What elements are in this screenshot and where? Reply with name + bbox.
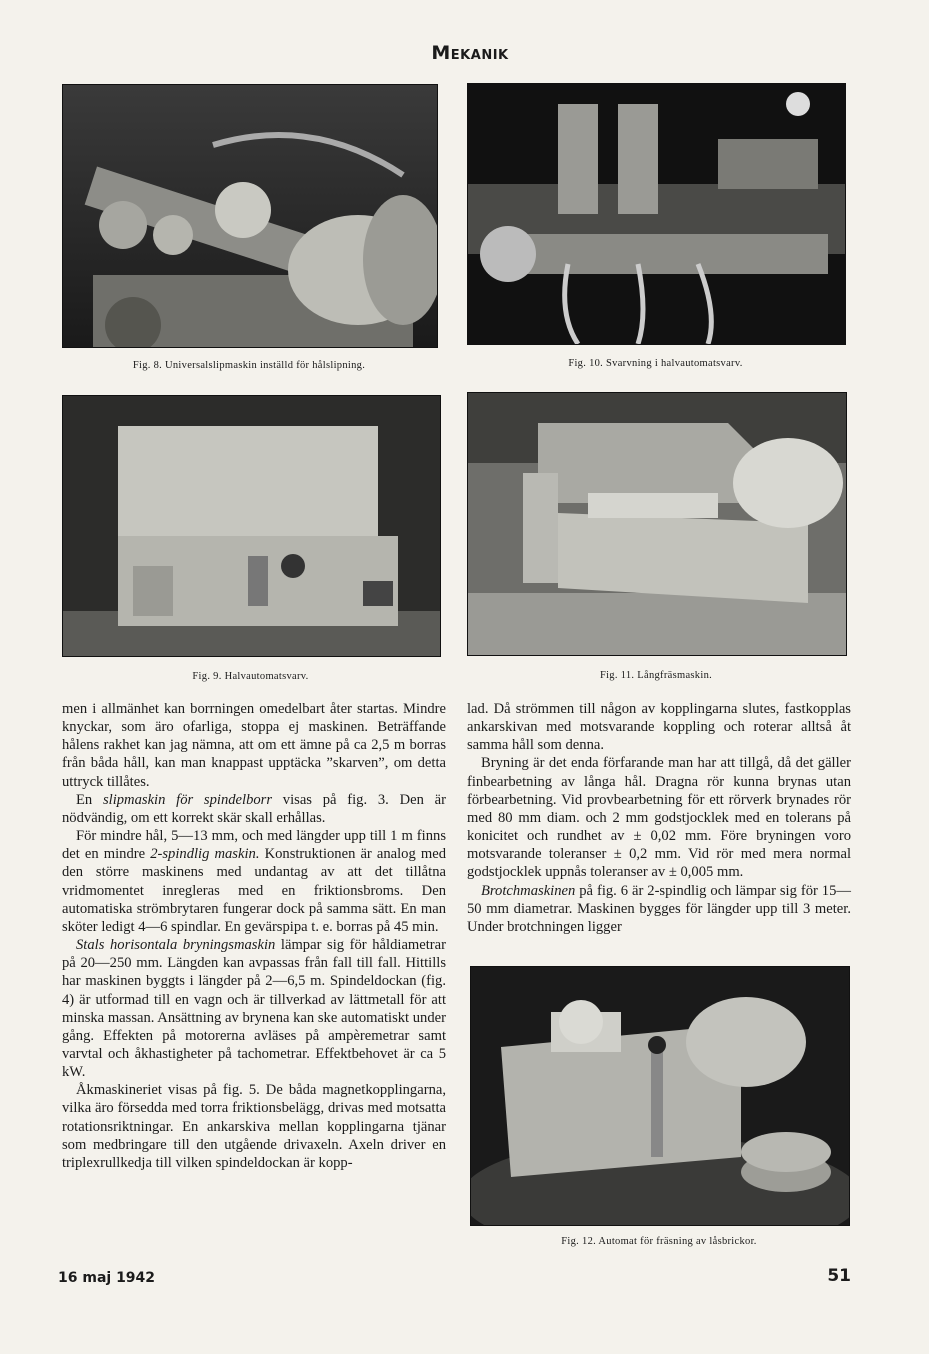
page-number: 51	[827, 1266, 851, 1286]
left-p3-italic: 2-spindlig maskin.	[150, 846, 260, 863]
left-p2-lead: En	[76, 791, 103, 808]
figure-10-caption: Fig. 10. Svarvning i halvautomatsvarv.	[568, 358, 743, 369]
left-paragraph-4	[62, 936, 446, 1081]
figure-11-photo	[467, 392, 847, 656]
figure-12-photo	[470, 966, 850, 1226]
left-column-text	[62, 700, 446, 1172]
figure-9-caption: Fig. 9. Halvautomatsvarv.	[192, 671, 309, 682]
left-paragraph-5: Åkmaskineriet visas på fig. 5. De båda magnetkopplingarna, vilka äro försedda med torra friktionsbelägg, drivas med motsatta rotationsriktningar. En ankarskiva mellan kopplingarna tjänar som medbringare till den utgående drivaxeln. Axeln driver en triplexrullkedja till vilken spindeldockan är kopp-	[62, 1082, 446, 1171]
right-paragraph-3	[467, 882, 851, 936]
figure-11-caption: Fig. 11. Långfräsmaskin.	[599, 670, 713, 681]
right-paragraph-2: Bryning är det enda förfarande man har att tillgå, då det gäller finbearbetning av långa hål. Dragna rör kunna brynas utan förbearbetning. Vid provbearbetning för ett rörverk brynades rör med 80 mm diam. och 2 mm godstjocklek med en tolerans på konicitet och rundhet av ± 0,02 mm. Före bryningen voro motsvarande toleranser ± 0,2 mm. Vid rör med mera normal godstjocklek uppnås toleranser av ± 0,005 mm.	[467, 755, 851, 881]
figure-8-photo	[62, 84, 438, 348]
figure-10-photo	[467, 83, 846, 345]
right-column-text	[467, 700, 851, 936]
right-p3-rest: på fig. 6 är 2-spindlig och lämpar sig för 15—50 mm diametrar. Maskinen bygges för längder upp till 3 meter. Under brotchningen ligger	[467, 882, 851, 935]
left-paragraph-1: men i allmänhet kan borrningen omedelbart åter startas. Mindre knyckar, som äro ofarliga, stoppa ej maskinen. Beträffande hålens rakhet kan jag nämna, att om ett ämne på ca 2,5 m borras från båda håll, kan man knappast upptäcka ”skarven”, om detta uttryck tillåtes.	[62, 701, 446, 790]
figure-12-caption: Fig. 12. Automat för fräsning av låsbrickor.	[561, 1236, 757, 1247]
left-paragraph-2	[62, 791, 446, 827]
figure-8-caption: Fig. 8. Universalslipmaskin inställd för hålslipning.	[132, 360, 366, 371]
left-p3-rest: Konstruktionen är analog med den större maskinens med undantag av att det tillåtna vridmomentet inregleras med en friktionsbroms. Den automatiska strömbrytaren fungerar dock på samma sätt. En man sköter ledigt 4—6 spindlar. En gevärspipa t. e. borras på 45 min.	[62, 846, 446, 935]
left-p4-rest: lämpar sig för håldiametrar på 20—250 mm. Längden kan avpassas från fall till fall. Hittills har maskinen byggts i längder på 2—6,5 m. Spindeldockan (fig. 4) är utformad till en vagn och är tillverkad av lättmetall för att minska massan. Ansättning av brynena kan ske automatiskt under gång. Effekten på motorerna avläses på ampèremetrar samt varvtal och åkhastigheter på tachometrar. Effektbehovet är ca 5 kW.	[62, 937, 447, 1081]
right-p3-italic: Brotchmaskinen	[481, 882, 576, 899]
left-p4-italic: Stals horisontala bryningsmaskin	[76, 937, 276, 954]
journal-section-title: Mekanik	[431, 42, 509, 64]
left-p2-rest: visas på fig. 3. Den är nödvändig, om ett korrekt skär skall erhållas.	[62, 791, 446, 826]
left-p2-italic: slipmaskin för spindelborr	[102, 791, 273, 808]
left-p3-lead: För mindre hål, 5—13 mm, och med längder upp till 1 m finns det en mindre	[62, 828, 446, 863]
issue-date: 16 maj 1942	[58, 1270, 156, 1286]
left-paragraph-3	[62, 827, 446, 936]
figure-9-photo	[62, 395, 441, 657]
right-paragraph-1: lad. Då strömmen till någon av kopplingarna slutes, fastkopplas ankarskivan med motsvarande koppling och roterar alltså åt samma håll som denna.	[467, 701, 851, 754]
